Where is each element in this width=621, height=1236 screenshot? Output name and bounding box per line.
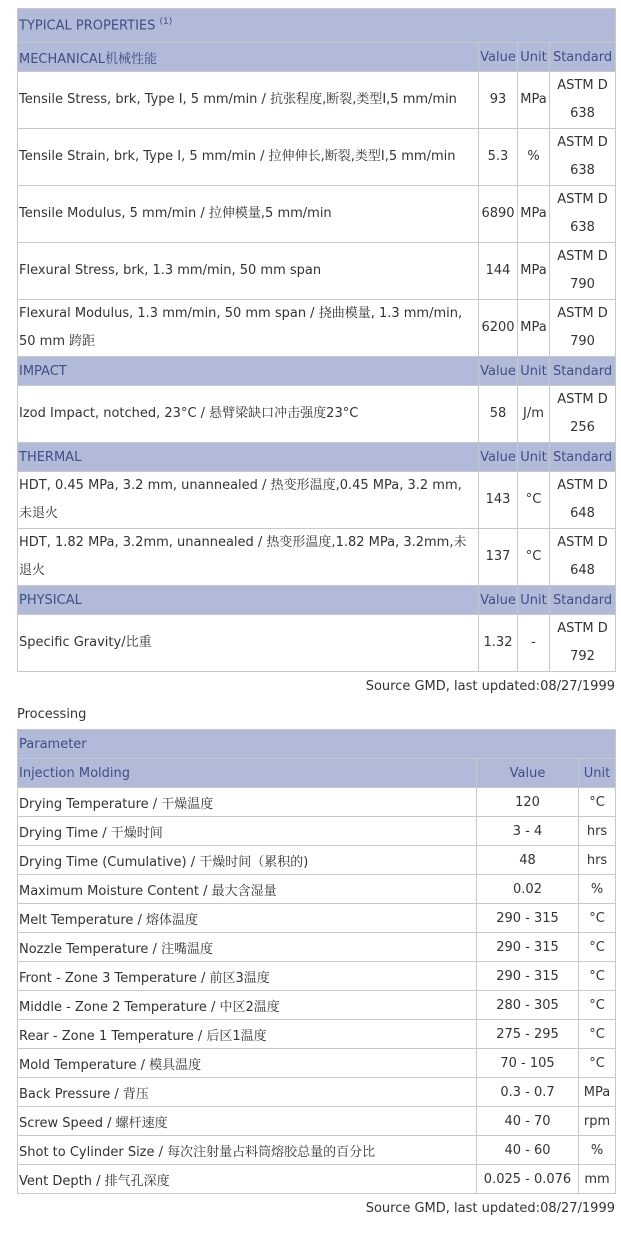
parameter-unit: °C — [579, 1049, 616, 1078]
column-header: Standard — [550, 586, 616, 615]
parameter-header: Parameter — [18, 730, 616, 759]
property-name: Flexural Modulus, 1.3 mm/min, 50 mm span / 挠曲模量, 1.3 mm/min, 50 mm 跨距 — [18, 300, 479, 357]
processing-row — [18, 1136, 616, 1165]
property-value: 5.3 — [479, 129, 518, 186]
property-row — [18, 529, 616, 586]
parameter-header-row — [18, 730, 616, 759]
property-row — [18, 615, 616, 672]
parameter-value: 70 - 105 — [477, 1049, 579, 1078]
parameter-value: 48 — [477, 846, 579, 875]
parameter-unit: MPa — [579, 1078, 616, 1107]
footnote-marker: (1) — [159, 17, 173, 28]
parameter-name: Nozzle Temperature / 注嘴温度 — [18, 933, 477, 962]
column-header: Value — [479, 443, 518, 472]
parameter-name: Melt Temperature / 熔体温度 — [18, 904, 477, 933]
processing-row — [18, 991, 616, 1020]
parameter-value: 0.3 - 0.7 — [477, 1078, 579, 1107]
parameter-unit: °C — [579, 933, 616, 962]
property-standard: ASTM D 792 — [550, 615, 616, 672]
properties-table — [17, 8, 616, 672]
column-header: Standard — [550, 43, 616, 72]
parameter-unit: rpm — [579, 1107, 616, 1136]
processing-row — [18, 962, 616, 991]
unit-header: Unit — [579, 759, 616, 788]
properties-title-row — [18, 9, 616, 43]
properties-source: Source GMD, last updated:08/27/1999 — [365, 679, 615, 694]
parameter-value: 275 - 295 — [477, 1020, 579, 1049]
property-row — [18, 129, 616, 186]
section-header: Injection Molding — [18, 759, 477, 788]
parameter-unit: % — [579, 875, 616, 904]
property-row — [18, 72, 616, 129]
property-value: 137 — [479, 529, 518, 586]
property-name: Izod Impact, notched, 23°C / 悬臂梁缺口冲击强度23°C — [18, 386, 479, 443]
property-value: 6890 — [479, 186, 518, 243]
value-header: Value — [477, 759, 579, 788]
processing-row — [18, 1107, 616, 1136]
section-header-row — [18, 357, 616, 386]
processing-source: Source GMD, last updated:08/27/1999 — [365, 1201, 615, 1216]
column-header: Standard — [550, 357, 616, 386]
parameter-name: Drying Temperature / 干燥温度 — [18, 788, 477, 817]
parameter-unit: hrs — [579, 817, 616, 846]
section-header-row — [18, 443, 616, 472]
parameter-unit: °C — [579, 1020, 616, 1049]
section-header-row — [18, 43, 616, 72]
parameter-name: Front - Zone 3 Temperature / 前区3温度 — [18, 962, 477, 991]
section-name: PHYSICAL — [18, 586, 479, 615]
processing-row — [18, 846, 616, 875]
parameter-name: Shot to Cylinder Size / 每次注射量占料筒熔胶总量的百分比 — [18, 1136, 477, 1165]
property-row — [18, 386, 616, 443]
property-standard: ASTM D 638 — [550, 186, 616, 243]
property-unit: MPa — [518, 186, 550, 243]
section-header-row — [18, 586, 616, 615]
property-standard: ASTM D 648 — [550, 529, 616, 586]
property-name: Tensile Stress, brk, Type I, 5 mm/min / 抗张程度,断裂,类型I,5 mm/min — [18, 72, 479, 129]
processing-row — [18, 1049, 616, 1078]
parameter-value: 40 - 70 — [477, 1107, 579, 1136]
properties-title-text: TYPICAL PROPERTIES — [19, 18, 156, 34]
property-value: 144 — [479, 243, 518, 300]
injection-molding-header-row — [18, 759, 616, 788]
property-unit: MPa — [518, 243, 550, 300]
datasheet — [17, 8, 615, 1223]
property-name: Flexural Stress, brk, 1.3 mm/min, 50 mm span — [18, 243, 479, 300]
property-unit: % — [518, 129, 550, 186]
column-header: Standard — [550, 443, 616, 472]
parameter-value: 3 - 4 — [477, 817, 579, 846]
property-row — [18, 472, 616, 529]
property-name: Tensile Modulus, 5 mm/min / 拉伸模量,5 mm/min — [18, 186, 479, 243]
parameter-unit: % — [579, 1136, 616, 1165]
processing-table — [17, 729, 616, 1194]
property-value: 1.32 — [479, 615, 518, 672]
property-standard: ASTM D 790 — [550, 243, 616, 300]
section-name: IMPACT — [18, 357, 479, 386]
property-name: HDT, 0.45 MPa, 3.2 mm, unannealed / 热变形温度,0.45 MPa, 3.2 mm, 未退火 — [18, 472, 479, 529]
property-name: Specific Gravity/比重 — [18, 615, 479, 672]
parameter-name: Drying Time / 干燥时间 — [18, 817, 477, 846]
parameter-value: 40 - 60 — [477, 1136, 579, 1165]
property-value: 143 — [479, 472, 518, 529]
parameter-unit: °C — [579, 904, 616, 933]
processing-row — [18, 904, 616, 933]
section-name: MECHANICAL机械性能 — [18, 43, 479, 72]
property-unit: MPa — [518, 72, 550, 129]
property-name: HDT, 1.82 MPa, 3.2mm, unannealed / 热变形温度,1.82 MPa, 3.2mm,未退火 — [18, 529, 479, 586]
processing-row — [18, 1165, 616, 1194]
parameter-name: Rear - Zone 1 Temperature / 后区1温度 — [18, 1020, 477, 1049]
column-header: Unit — [518, 43, 550, 72]
parameter-value: 290 - 315 — [477, 962, 579, 991]
processing-label: Processing — [17, 707, 87, 722]
column-header: Unit — [518, 357, 550, 386]
property-name: Tensile Strain, brk, Type I, 5 mm/min / 拉伸伸长,断裂,类型I,5 mm/min — [18, 129, 479, 186]
property-unit: - — [518, 615, 550, 672]
parameter-unit: mm — [579, 1165, 616, 1194]
parameter-value: 280 - 305 — [477, 991, 579, 1020]
parameter-value: 0.025 - 0.076 — [477, 1165, 579, 1194]
processing-row — [18, 875, 616, 904]
parameter-name: Drying Time (Cumulative) / 干燥时间（累积的) — [18, 846, 477, 875]
property-unit: °C — [518, 472, 550, 529]
property-value: 6200 — [479, 300, 518, 357]
property-unit: MPa — [518, 300, 550, 357]
parameter-value: 0.02 — [477, 875, 579, 904]
parameter-value: 120 — [477, 788, 579, 817]
property-standard: ASTM D 648 — [550, 472, 616, 529]
parameter-unit: °C — [579, 991, 616, 1020]
parameter-unit: hrs — [579, 846, 616, 875]
processing-row — [18, 933, 616, 962]
parameter-name: Mold Temperature / 模具温度 — [18, 1049, 477, 1078]
column-header: Value — [479, 586, 518, 615]
property-standard: ASTM D 256 — [550, 386, 616, 443]
processing-row — [18, 1078, 616, 1107]
property-standard: ASTM D 638 — [550, 129, 616, 186]
property-unit: °C — [518, 529, 550, 586]
parameter-name: Maximum Moisture Content / 最大含湿量 — [18, 875, 477, 904]
parameter-name: Vent Depth / 排气孔深度 — [18, 1165, 477, 1194]
property-value: 93 — [479, 72, 518, 129]
properties-title — [18, 9, 616, 43]
parameter-value: 290 - 315 — [477, 933, 579, 962]
property-value: 58 — [479, 386, 518, 443]
column-header: Unit — [518, 586, 550, 615]
property-row — [18, 300, 616, 357]
property-unit: J/m — [518, 386, 550, 443]
parameter-unit: °C — [579, 788, 616, 817]
property-standard: ASTM D 790 — [550, 300, 616, 357]
processing-row — [18, 788, 616, 817]
property-row — [18, 243, 616, 300]
property-row — [18, 186, 616, 243]
property-standard: ASTM D 638 — [550, 72, 616, 129]
parameter-unit: °C — [579, 962, 616, 991]
column-header: Unit — [518, 443, 550, 472]
parameter-value: 290 - 315 — [477, 904, 579, 933]
parameter-name: Middle - Zone 2 Temperature / 中区2温度 — [18, 991, 477, 1020]
processing-row — [18, 817, 616, 846]
column-header: Value — [479, 357, 518, 386]
column-header: Value — [479, 43, 518, 72]
processing-row — [18, 1020, 616, 1049]
parameter-name: Back Pressure / 背压 — [18, 1078, 477, 1107]
section-name: THERMAL — [18, 443, 479, 472]
parameter-name: Screw Speed / 螺杆速度 — [18, 1107, 477, 1136]
